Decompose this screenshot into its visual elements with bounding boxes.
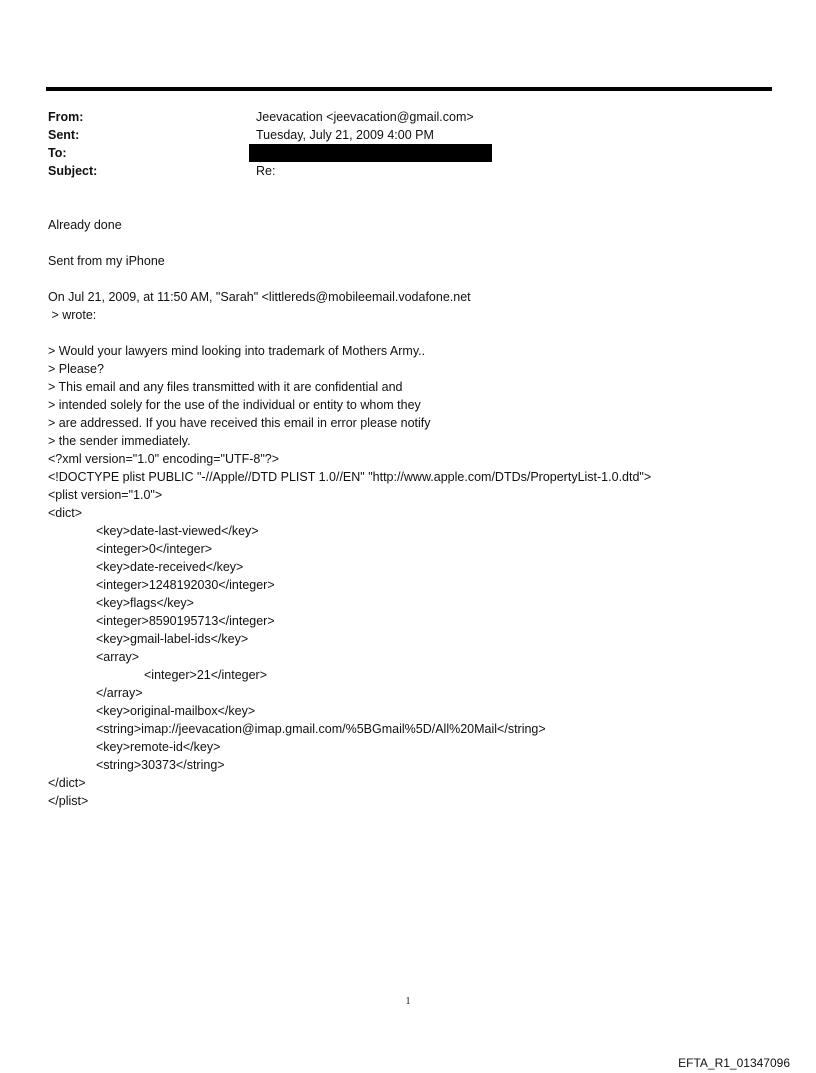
body-line: <integer>0</integer>: [96, 542, 213, 556]
body-line: <array>: [96, 650, 140, 664]
body-line: <string>imap://jeevacation@imap.gmail.com/%5BGmail%5D/All%20Mail</string>: [96, 722, 546, 736]
body-line: Already done: [48, 218, 122, 232]
body-line: <integer>21</integer>: [144, 668, 268, 682]
body-line: <!DOCTYPE plist PUBLIC "-//Apple//DTD PLIST 1.0//EN" "http://www.apple.com/DTDs/PropertyList-1.0.dtd">: [48, 470, 652, 484]
sent-label: Sent:: [48, 128, 80, 142]
body-line: On Jul 21, 2009, at 11:50 AM, "Sarah" <littlereds@mobileemail.vodafone.net: [48, 290, 471, 304]
body-line: <integer>8590195713</integer>: [96, 614, 275, 628]
from-label: From:: [48, 110, 84, 124]
bates-number: EFTA_R1_01347096: [678, 1056, 790, 1070]
body-line: <?xml version="1.0" encoding="UTF-8"?>: [48, 452, 280, 466]
body-line: <key>date-last-viewed</key>: [96, 524, 259, 538]
body-line: > Would your lawyers mind looking into trademark of Mothers Army..: [48, 344, 426, 358]
body-line: </dict>: [48, 776, 86, 790]
body-line: > the sender immediately.: [48, 434, 191, 448]
body-line: </plist>: [48, 794, 89, 808]
body-line: <key>original-mailbox</key>: [96, 704, 256, 718]
body-line: > Please?: [48, 362, 104, 376]
body-line: <integer>1248192030</integer>: [96, 578, 275, 592]
body-line: <dict>: [48, 506, 83, 520]
body-line: > intended solely for the use of the individual or entity to whom they: [48, 398, 421, 412]
body-line: > wrote:: [48, 308, 97, 322]
body-line: <string>30373</string>: [96, 758, 225, 772]
body-line: <key>date-received</key>: [96, 560, 244, 574]
body-line: </array>: [96, 686, 143, 700]
from-value: Jeevacation <jeevacation@gmail.com>: [256, 110, 474, 124]
body-line: <plist version="1.0">: [48, 488, 163, 502]
to-redaction: [249, 144, 492, 162]
to-label: To:: [48, 146, 67, 160]
top-rule: [46, 87, 772, 91]
body-line: > This email and any files transmitted with it are confidential and: [48, 380, 403, 394]
page-number: 1: [405, 996, 411, 1007]
body-line: <key>gmail-label-ids</key>: [96, 632, 249, 646]
body-line: <key>remote-id</key>: [96, 740, 221, 754]
body-line: <key>flags</key>: [96, 596, 194, 610]
subject-value: Re:: [256, 164, 276, 178]
body-line: > are addressed. If you have received this email in error please notify: [48, 416, 431, 430]
sent-value: Tuesday, July 21, 2009 4:00 PM: [256, 128, 434, 142]
body-line: Sent from my iPhone: [48, 254, 165, 268]
subject-label: Subject:: [48, 164, 98, 178]
